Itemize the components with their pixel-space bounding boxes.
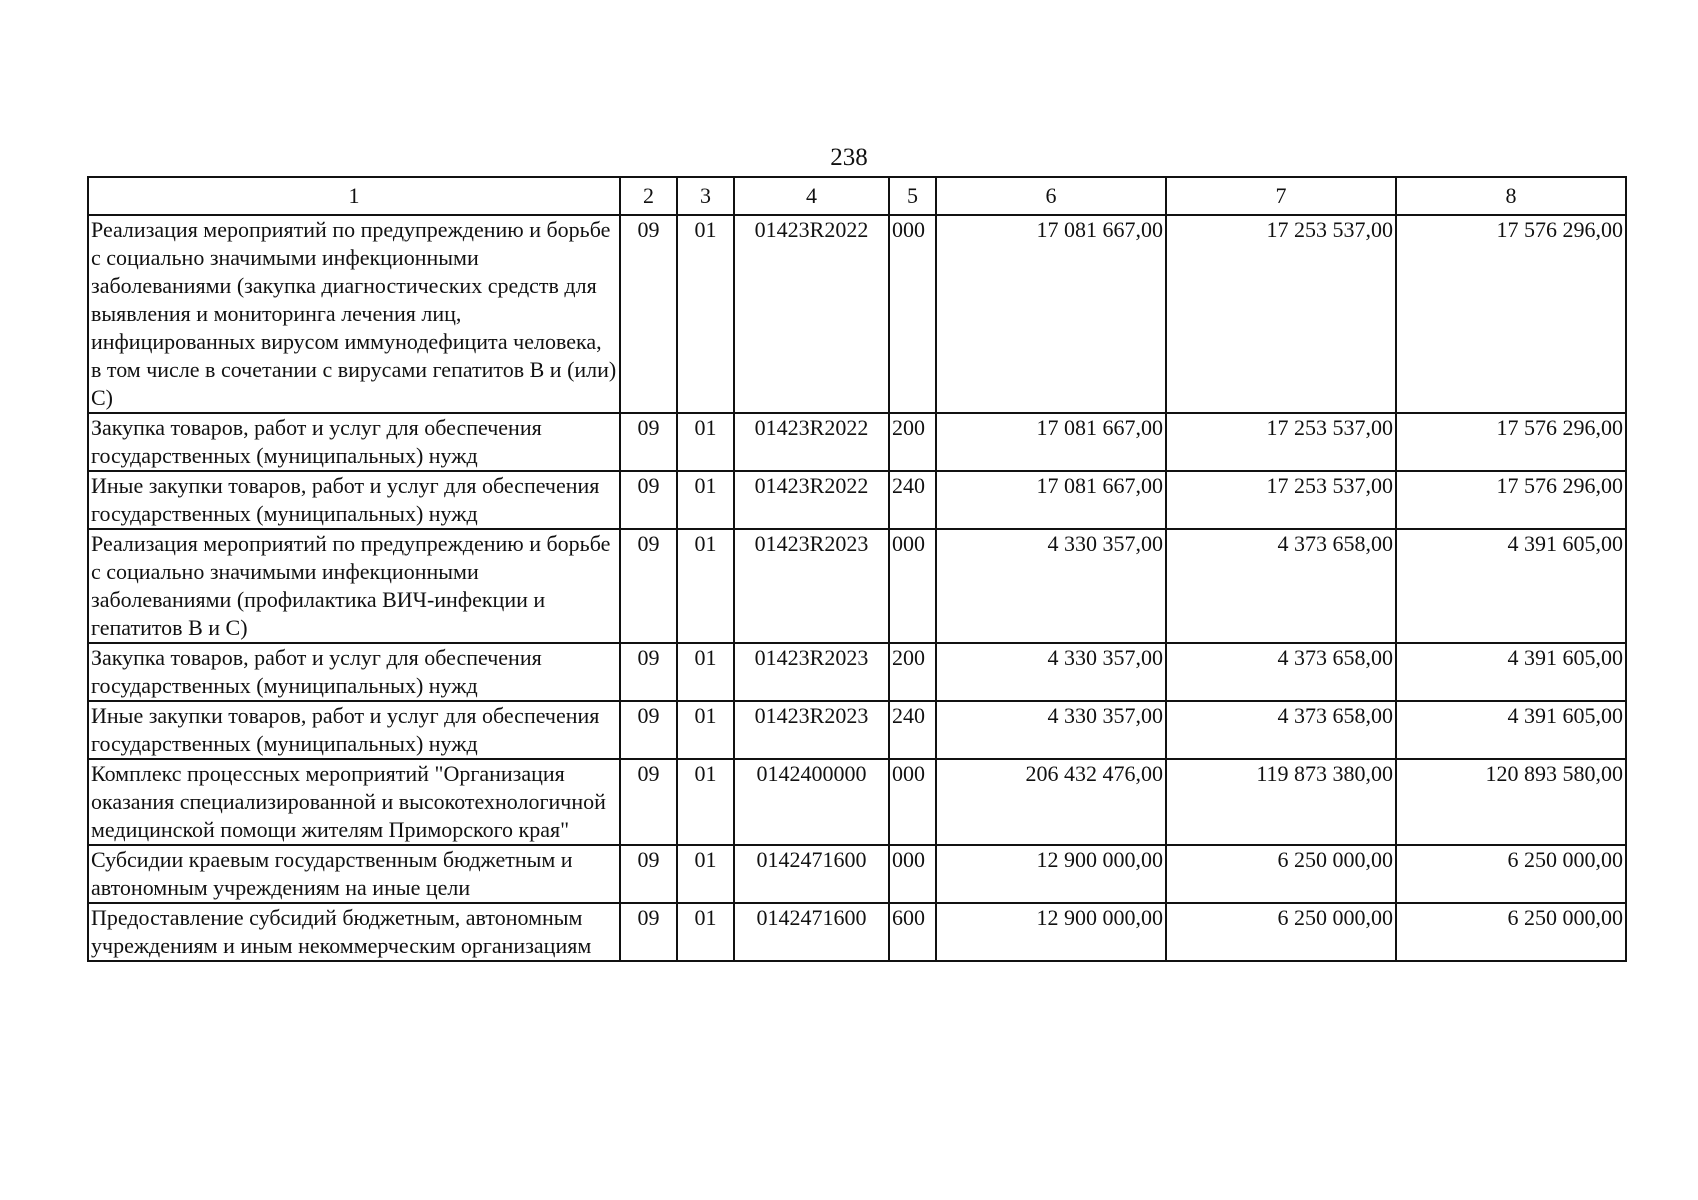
row-expense-type: 000 (889, 759, 936, 845)
row-section: 09 (620, 845, 677, 903)
row-amount-col8: 4 391 605,00 (1396, 529, 1626, 643)
row-name: Иные закупки товаров, работ и услуг для обеспечения государственных (муниципальных) нужд (88, 701, 620, 759)
row-subsection: 01 (677, 701, 734, 759)
table-row (88, 643, 1626, 701)
row-amount-col6: 12 900 000,00 (936, 845, 1166, 903)
row-name: Закупка товаров, работ и услуг для обеспечения государственных (муниципальных) нужд (88, 643, 620, 701)
row-amount-col7: 6 250 000,00 (1166, 903, 1396, 961)
row-name: Реализация мероприятий по предупреждению и борьбе с социально значимыми инфекционными заболеваниями (закупка диагностических средств для выявления и мониторинга лечения лиц, инфицированных вирусом иммунодефицита человека, в том числе в сочетании с вирусами гепатитов B и (или) C) (88, 215, 620, 413)
row-subsection: 01 (677, 759, 734, 845)
row-amount-col6: 17 081 667,00 (936, 413, 1166, 471)
header-col-6: 6 (936, 177, 1166, 215)
page-number: 238 (830, 144, 868, 171)
row-subsection: 01 (677, 215, 734, 413)
row-amount-col7: 6 250 000,00 (1166, 845, 1396, 903)
row-section: 09 (620, 413, 677, 471)
row-section: 09 (620, 643, 677, 701)
row-amount-col7: 4 373 658,00 (1166, 529, 1396, 643)
row-amount-col7: 17 253 537,00 (1166, 413, 1396, 471)
row-name: Субсидии краевым государственным бюджетным и автономным учреждениям на иные цели (88, 845, 620, 903)
row-amount-col6: 4 330 357,00 (936, 701, 1166, 759)
row-amount-col8: 17 576 296,00 (1396, 471, 1626, 529)
row-target-article: 01423R2023 (734, 701, 889, 759)
row-subsection: 01 (677, 845, 734, 903)
row-amount-col7: 4 373 658,00 (1166, 701, 1396, 759)
row-section: 09 (620, 701, 677, 759)
row-name: Закупка товаров, работ и услуг для обеспечения государственных (муниципальных) нужд (88, 413, 620, 471)
row-amount-col6: 4 330 357,00 (936, 643, 1166, 701)
row-subsection: 01 (677, 529, 734, 643)
row-amount-col8: 17 576 296,00 (1396, 413, 1626, 471)
row-target-article: 0142471600 (734, 903, 889, 961)
row-target-article: 0142400000 (734, 759, 889, 845)
row-amount-col7: 17 253 537,00 (1166, 471, 1396, 529)
row-target-article: 01423R2023 (734, 529, 889, 643)
row-expense-type: 200 (889, 413, 936, 471)
header-col-8: 8 (1396, 177, 1626, 215)
row-amount-col8: 6 250 000,00 (1396, 903, 1626, 961)
row-amount-col6: 12 900 000,00 (936, 903, 1166, 961)
table-row (88, 759, 1626, 845)
row-expense-type: 200 (889, 643, 936, 701)
row-section: 09 (620, 471, 677, 529)
header-col-7: 7 (1166, 177, 1396, 215)
row-amount-col6: 17 081 667,00 (936, 471, 1166, 529)
table-row (88, 529, 1626, 643)
row-target-article: 01423R2023 (734, 643, 889, 701)
row-name: Реализация мероприятий по предупреждению и борьбе с социально значимыми инфекционными заболеваниями (профилактика ВИЧ-инфекции и гепатитов B и C) (88, 529, 620, 643)
row-amount-col7: 119 873 380,00 (1166, 759, 1396, 845)
row-amount-col8: 17 576 296,00 (1396, 215, 1626, 413)
header-col-5: 5 (889, 177, 936, 215)
budget-table (87, 176, 1627, 962)
row-amount-col6: 206 432 476,00 (936, 759, 1166, 845)
header-col-3: 3 (677, 177, 734, 215)
row-name: Иные закупки товаров, работ и услуг для обеспечения государственных (муниципальных) нужд (88, 471, 620, 529)
row-section: 09 (620, 759, 677, 845)
row-name: Предоставление субсидий бюджетным, автономным учреждениям и иным некоммерческим организациям (88, 903, 620, 961)
row-amount-col8: 4 391 605,00 (1396, 701, 1626, 759)
row-amount-col6: 4 330 357,00 (936, 529, 1166, 643)
table-row (88, 903, 1626, 961)
row-name: Комплекс процессных мероприятий "Организация оказания специализированной и высокотехнологичной медицинской помощи жителям Приморского края" (88, 759, 620, 845)
row-subsection: 01 (677, 903, 734, 961)
row-expense-type: 000 (889, 529, 936, 643)
row-subsection: 01 (677, 471, 734, 529)
row-expense-type: 000 (889, 215, 936, 413)
row-subsection: 01 (677, 413, 734, 471)
table-row (88, 845, 1626, 903)
table-row (88, 215, 1626, 413)
row-amount-col8: 4 391 605,00 (1396, 643, 1626, 701)
row-amount-col6: 17 081 667,00 (936, 215, 1166, 413)
row-amount-col7: 4 373 658,00 (1166, 643, 1396, 701)
row-expense-type: 240 (889, 701, 936, 759)
row-target-article: 0142471600 (734, 845, 889, 903)
row-expense-type: 600 (889, 903, 936, 961)
row-section: 09 (620, 215, 677, 413)
header-row (88, 177, 1626, 215)
row-expense-type: 240 (889, 471, 936, 529)
row-target-article: 01423R2022 (734, 413, 889, 471)
row-target-article: 01423R2022 (734, 215, 889, 413)
row-section: 09 (620, 529, 677, 643)
row-amount-col7: 17 253 537,00 (1166, 215, 1396, 413)
row-amount-col8: 6 250 000,00 (1396, 845, 1626, 903)
row-subsection: 01 (677, 643, 734, 701)
row-target-article: 01423R2022 (734, 471, 889, 529)
row-amount-col8: 120 893 580,00 (1396, 759, 1626, 845)
header-col-2: 2 (620, 177, 677, 215)
table-row (88, 701, 1626, 759)
header-col-1: 1 (88, 177, 620, 215)
table-row (88, 413, 1626, 471)
row-expense-type: 000 (889, 845, 936, 903)
table-row (88, 471, 1626, 529)
header-col-4: 4 (734, 177, 889, 215)
row-section: 09 (620, 903, 677, 961)
